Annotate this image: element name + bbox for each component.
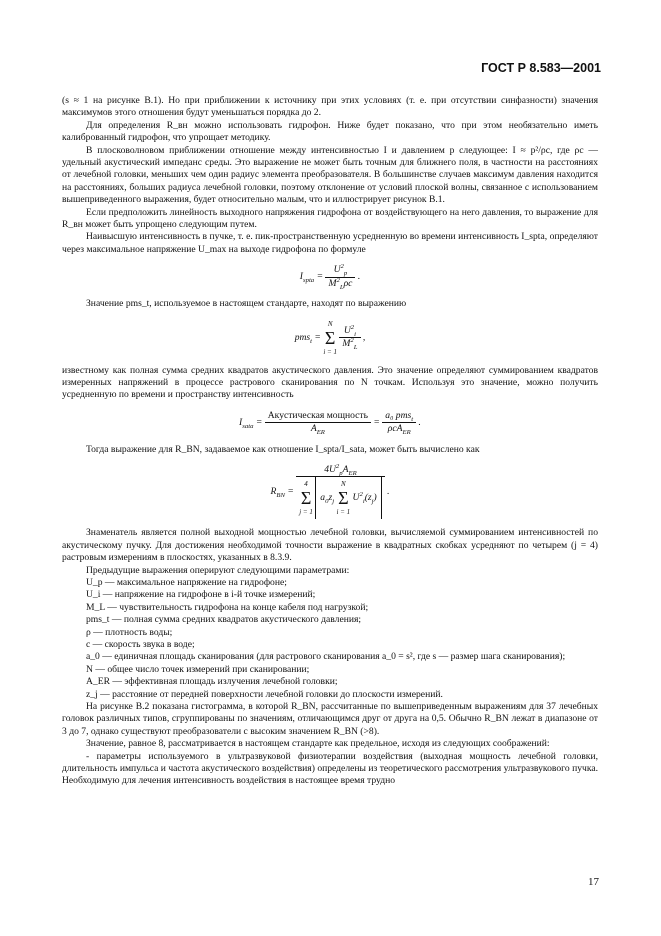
paragraph: Если предположить линейность выходного напряжения гидрофона от воздействующего на него давления, то выражение для R_вн может быть упрощено следующим путем. [62, 206, 598, 231]
definition-item: pms_t — полная сумма средних квадратов акустического давления; [86, 614, 362, 626]
paragraph: Предыдущие выражения оперируют следующими параметрами: [86, 564, 350, 576]
formula-rbn: $R_{BN}$ = $4U^2_pA_{ER}$ 4 Σ j = 1 $a_0z_j$ N Σ i = 1 $U^2_i(z_j)$ . [62, 464, 598, 519]
definition-item: a_0 — единичная площадь сканирования (для растрового сканирования a_0 = s², где s — размер шага сканирования); [86, 651, 566, 663]
paragraph: - параметры используемого в ультразвуковой физиотерапии воздействия (выходная мощность лечебной головки, длительность импульса и частота акустического воздействия) определены из теоретического рассмотрения ультразвукового пучка. Необходимую для лечения интенсивность воздействия в настоящее время трудно [62, 750, 598, 787]
page-body [62, 95, 598, 788]
page-number: 17 [588, 876, 599, 888]
formula-isptа: $I_{sptа}$ = $\frac{U^2_p}{M^2_L\rho c}$ . [299, 263, 361, 291]
paragraph: (s ≈ 1 на рисунке В.1). Но при приближении к источнику при этих условиях (т. е. при отсутствии синфазности) значения максимумов этого отношения будут уменьшаться порядка до 2. [62, 95, 598, 119]
paragraph: Значение pms_t, используемое в настоящем стандарте, находят по выражению [86, 298, 407, 310]
document-id: ГОСТ Р 8.583—2001 [481, 61, 601, 75]
paragraph: Знаменатель является полной выходной мощностью лечебной головки, вычисляемой суммированием интенсивностей по акустическому пучку. Для достижения необходимой точности выражение в квадратных скобках усредняют по четырем (j = 4) растровым измерениям в плоскостях, указанных в 8.3.9. [62, 527, 598, 564]
definition-item: U_i — напряжение на гидрофоне в i-й точке измерений; [86, 589, 316, 601]
paragraph: Тогда выражение для R_BN, задаваемое как отношение I_sptа/I_sata, может быть вычислено как [86, 443, 480, 455]
definition-item: c — скорость звука в воде; [86, 639, 195, 650]
definition-item: z_j — расстояние от передней поверхности лечебной головки до плоскости измерений. [86, 688, 443, 700]
definition-item: N — общее число точек измерений при сканировании; [86, 663, 310, 675]
paragraph: На рисунке В.2 показана гистограмма, в которой R_BN, рассчитанные по вышеприведенным выражениям для 37 лечебных головок различных типов, сгруппированы по значениям, отличающимся друг от друга на 0,5. Обычно R_BN лежат в диапазоне от 3 до 7, однако существуют преобразователи с высоким значением R_BN (>8). [62, 701, 598, 737]
formula-pms: pms$_t$ = N Σ i = 1 $\frac{U^2_i}{M^2_L}$ , [294, 319, 366, 356]
paragraph: известному как полная сумма средних квадратов акустического давления. Это значение определяют суммированием квадратов измеренных напряжений в процессе растрового сканирования по N точкам. Используя это значение, можно получить усредненную по времени и пространству интенсивность [62, 364, 598, 401]
definition-item: U_p — максимальное напряжение на гидрофоне; [86, 576, 287, 588]
definition-item: M_L — чувствительность гидрофона на конце кабеля под нагрузкой; [86, 601, 369, 613]
paragraph: Для определения R_вн можно использовать гидрофон. Ниже будет показано, что при этом необязательно иметь калиброванный гидрофон, что упрощает методику. [62, 119, 598, 144]
paragraph: Наивысшую интенсивность в пучке, т. е. пик-пространственную усредненную во времени интенсивность I_sptа, определяют через максимальное напряжение U_max на выходе гидрофона по формуле [62, 231, 598, 255]
formula-isata: $I_{sata}$ = $\frac{\text{Акустическая мощность}}{A_{ER}}$ = $\frac{a_0 pms_t}{\rho cA_{ER}}$ . [239, 409, 421, 437]
paragraph: Значение, равное 8, рассматривается в настоящем стандарте как предельное, исходя из следующих соображений: [86, 738, 550, 750]
definition-item: A_ER — эффективная площадь излучения лечебной головки; [86, 676, 338, 688]
definition-item: ρ — плотность воды; [86, 626, 173, 638]
paragraph: В плосковолновом приближении отношение между интенсивностью I и давлением p следующее: I ≈ p²/ρc, где ρc — удельный акустический импеданс среды. Это выражение не может быть точным для ближнего поля, в частности на расстояниях от лечебной головки, меньших чем один радиус элемента преобразователя. В большинстве случаев максимум давления находится на расстояниях, больших радиуса лечебной головки, поэтому отклонение от условий плоской волны, связанное с использованием вышеприведенного выражения, будет относительно малым, что и иллюстрирует рисунок В.1. [62, 144, 598, 206]
